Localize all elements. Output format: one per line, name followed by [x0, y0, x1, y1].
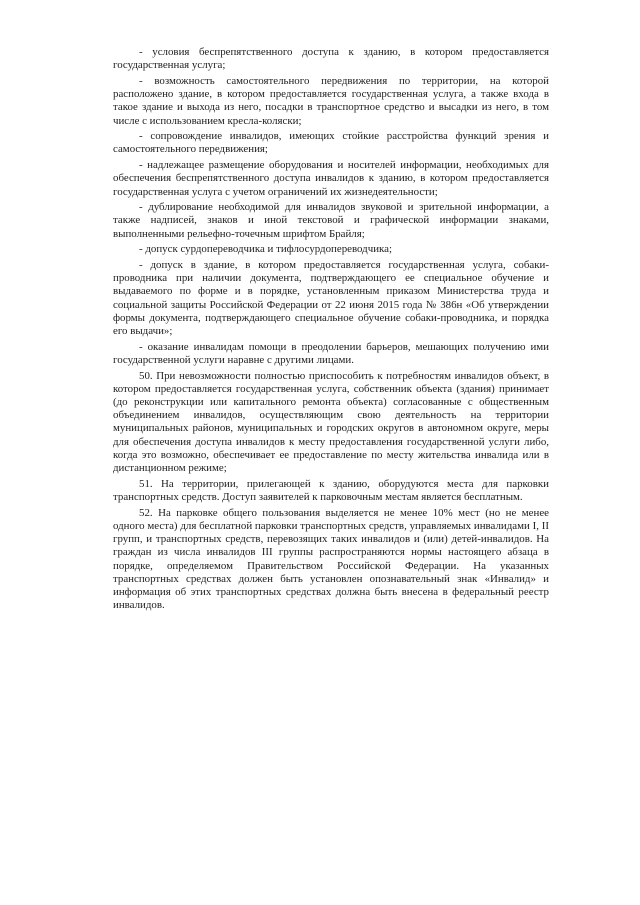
paragraph-item-51: 51. На территории, прилегающей к зданию, оборудуются места для парковки транспортных средств. Доступ заявителей к парковочным местам является бесплатным.	[113, 477, 549, 503]
paragraph-escort: - сопровождение инвалидов, имеющих стойкие расстройства функций зрения и самостоятельного передвижения;	[113, 130, 549, 156]
paragraph-access-conditions: - условия беспрепятственного доступа к зданию, в котором предоставляется государственная услуга;	[113, 46, 549, 72]
paragraph-item-52: 52. На парковке общего пользования выделяется не менее 10% мест (но не менее одного места) для бесплатной парковки транспортных средств, управляемых инвалидами I, II групп, и транспортных средств, перевозящих таких инвалидов и (или) детей-инвалидов. На граждан из числа инвалидов III группы распространяются нормы настоящего абзаца в порядке, определяемом Правительством Российской Федерации. На указанных транспортных средствах должен быть установлен опознавательный знак «Инвалид» и информация об этих транспортных средствах должна быть внесена в федеральный реестр инвалидов.	[113, 506, 549, 612]
paragraph-guide-dog: - допуск в здание, в котором предоставляется государственная услуга, собаки-проводника при наличии документа, подтверждающего ее специальное обучение и выдаваемого по форме и в порядке, установленным приказом Министерства труда и социальной защиты Российской Федерации от 22 июня 2015 года № 386н «Об утверждении формы документа, подтверждающего специальное обучение собаки-проводника, и порядка его выдачи»;	[113, 259, 549, 338]
paragraph-sign-interpreter: - допуск сурдопереводчика и тифлосурдопереводчика;	[139, 243, 393, 256]
document-body	[113, 46, 549, 615]
paragraph-item-50: 50. При невозможности полностью приспособить к потребностям инвалидов объект, в котором предоставляется государственная услуга, собственник объекта (здания) принимает (до реконструкции или капитального ремонта объекта) согласованные с общественным объединением инвалидов, осуществляющим свою деятельность на территории муниципальных районов, муниципальных и городских округов в автономном округе, меры для обеспечения доступа инвалидов к месту предоставления государственной услуги либо, когда это возможно, обеспечивает ее предоставление по месту жительства инвалида или в дистанционном режиме;	[113, 369, 549, 475]
paragraph-equipment-placement: - надлежащее размещение оборудования и носителей информации, необходимых для обеспечения беспрепятственного доступа инвалидов к зданию, в котором предоставляется государственная услуга с учетом ограничений их жизнедеятельности;	[113, 159, 549, 198]
paragraph-independent-movement: - возможность самостоятельного передвижения по территории, на которой расположено здание, в котором предоставляется государственная услуга, а также входа в такое здание и выхода из него, посадки в транспортное средство и высадки из него, в том числе с использованием кресла-коляски;	[113, 74, 549, 127]
paragraph-barrier-assistance: - оказание инвалидам помощи в преодолении барьеров, мешающих получению ими государственной услуги наравне с другими лицами.	[113, 340, 549, 366]
paragraph-braille-duplication: - дублирование необходимой для инвалидов звуковой и зрительной информации, а также надписей, знаков и иной текстовой и графической информации знаками, выполненными рельефно-точечным шрифтом Брайля;	[113, 201, 549, 240]
